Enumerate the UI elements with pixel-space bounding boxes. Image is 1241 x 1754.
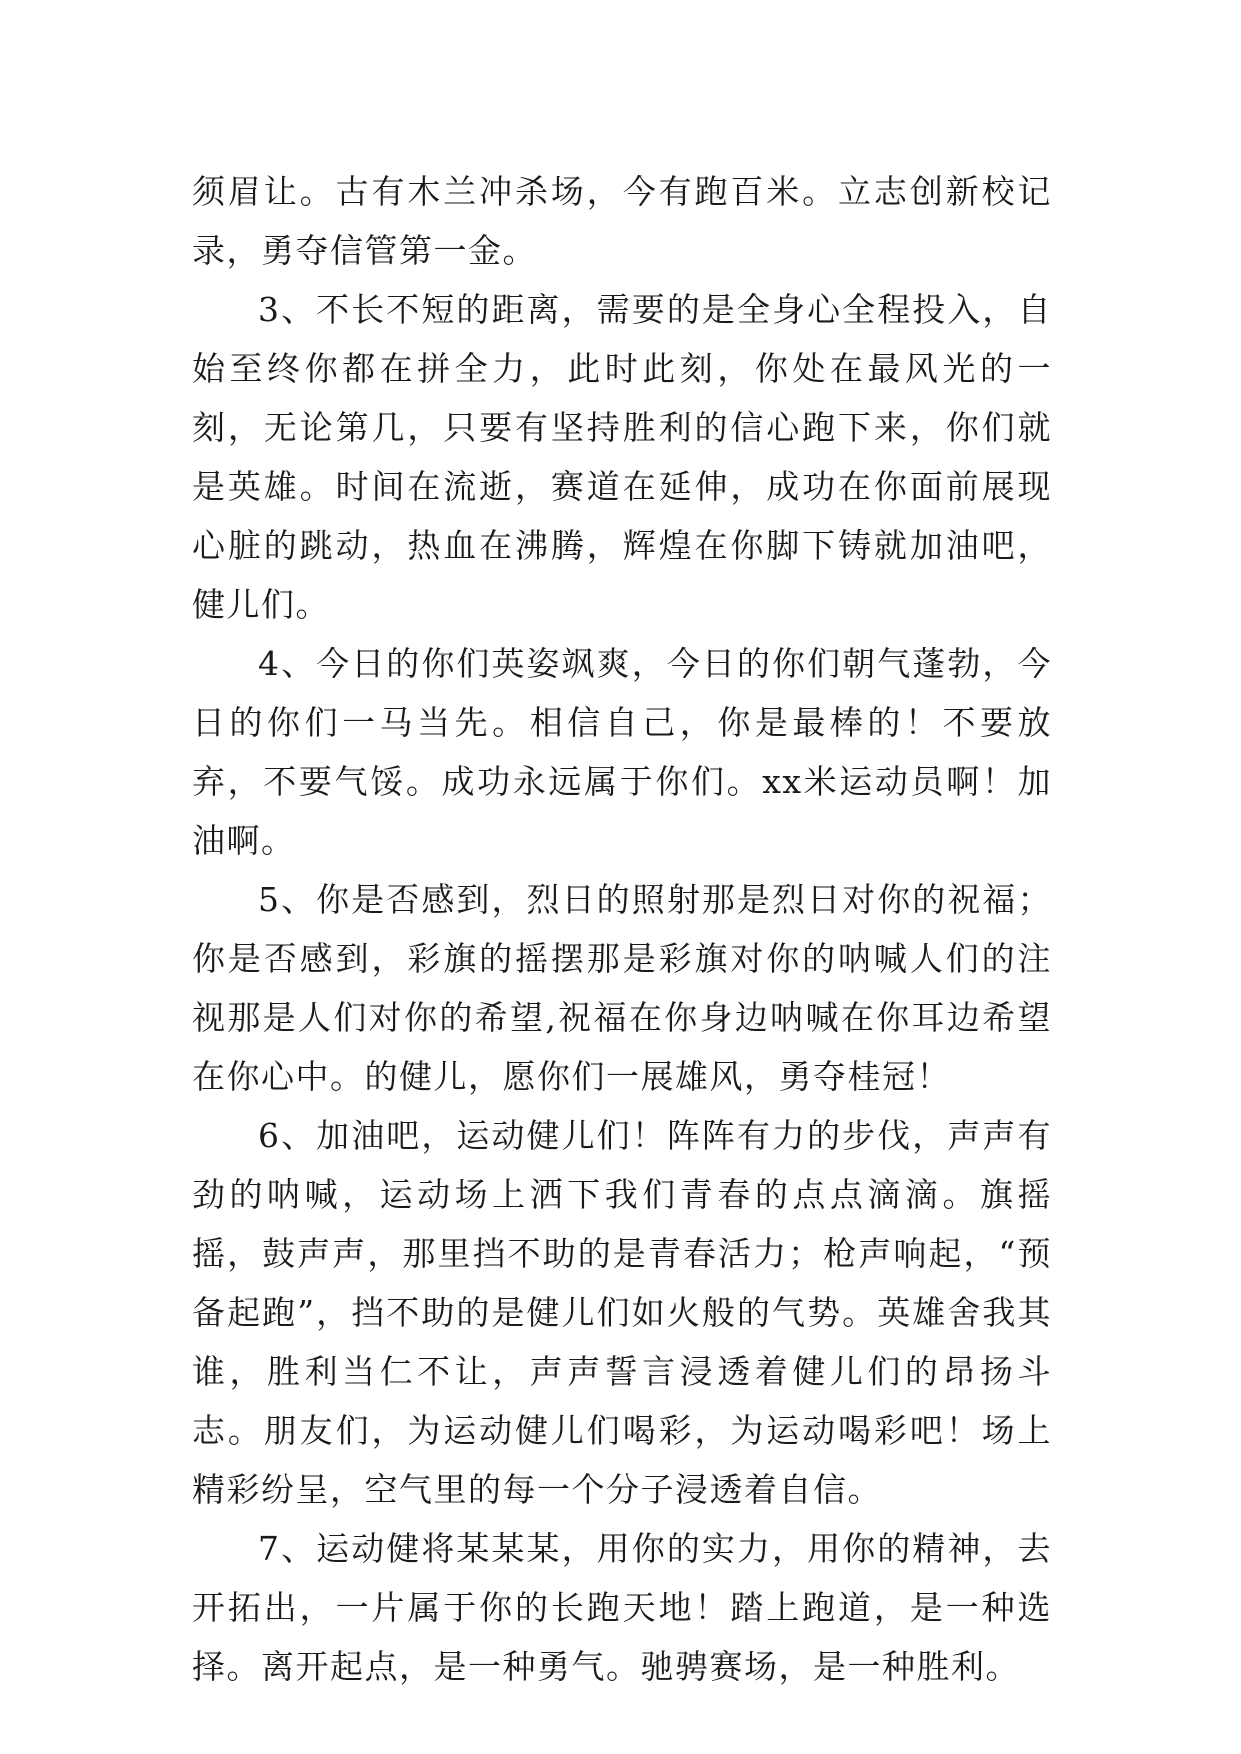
paragraph-item-3: 3、不长不短的距离，需要的是全身心全程投入，自始至终你都在拼全力，此时此刻，你处在最风光的一刻，无论第几，只要有坚持胜利的信心跑下来，你们就是英雄。时间在流逝，赛道在延伸，成功在你面前展现心脏的跳动，热血在沸腾，辉煌在你脚下铸就加油吧，健儿们。: [192, 290, 1052, 624]
document-body: [192, 162, 1052, 1696]
paragraph-continuation: 须眉让。古有木兰冲杀场，今有跑百米。立志创新校记录，勇夺信管第一金。: [192, 172, 1052, 270]
paragraph-item-5: 5、你是否感到，烈日的照射那是烈日对你的祝福；你是否感到，彩旗的摇摆那是彩旗对你的呐喊人们的注视那是人们对你的希望,祝福在你身边呐喊在你耳边希望在你心中。的健儿，愿你们一展雄风，勇夺桂冠！: [192, 880, 1052, 1096]
paragraph-item-4: 4、今日的你们英姿飒爽，今日的你们朝气蓬勃，今日的你们一马当先。相信自己，你是最棒的！不要放弃，不要气馁。成功永远属于你们。xx米运动员啊！加油啊。: [192, 644, 1052, 860]
paragraph-item-6: 6、加油吧，运动健儿们！阵阵有力的步伐，声声有劲的呐喊，运动场上洒下我们青春的点点滴滴。旗摇摇，鼓声声，那里挡不助的是青春活力；枪声响起，“预备起跑”，挡不助的是健儿们如火般的气势。英雄舍我其谁，胜利当仁不让，声声誓言浸透着健儿们的昂扬斗志。朋友们，为运动健儿们喝彩，为运动喝彩吧！场上精彩纷呈，空气里的每一个分子浸透着自信。: [192, 1116, 1052, 1509]
paragraph-item-7: 7、运动健将某某某，用你的实力，用你的精神，去开拓出，一片属于你的长跑天地！踏上跑道，是一种选择。离开起点，是一种勇气。驰骋赛场，是一种胜利。: [192, 1529, 1052, 1686]
